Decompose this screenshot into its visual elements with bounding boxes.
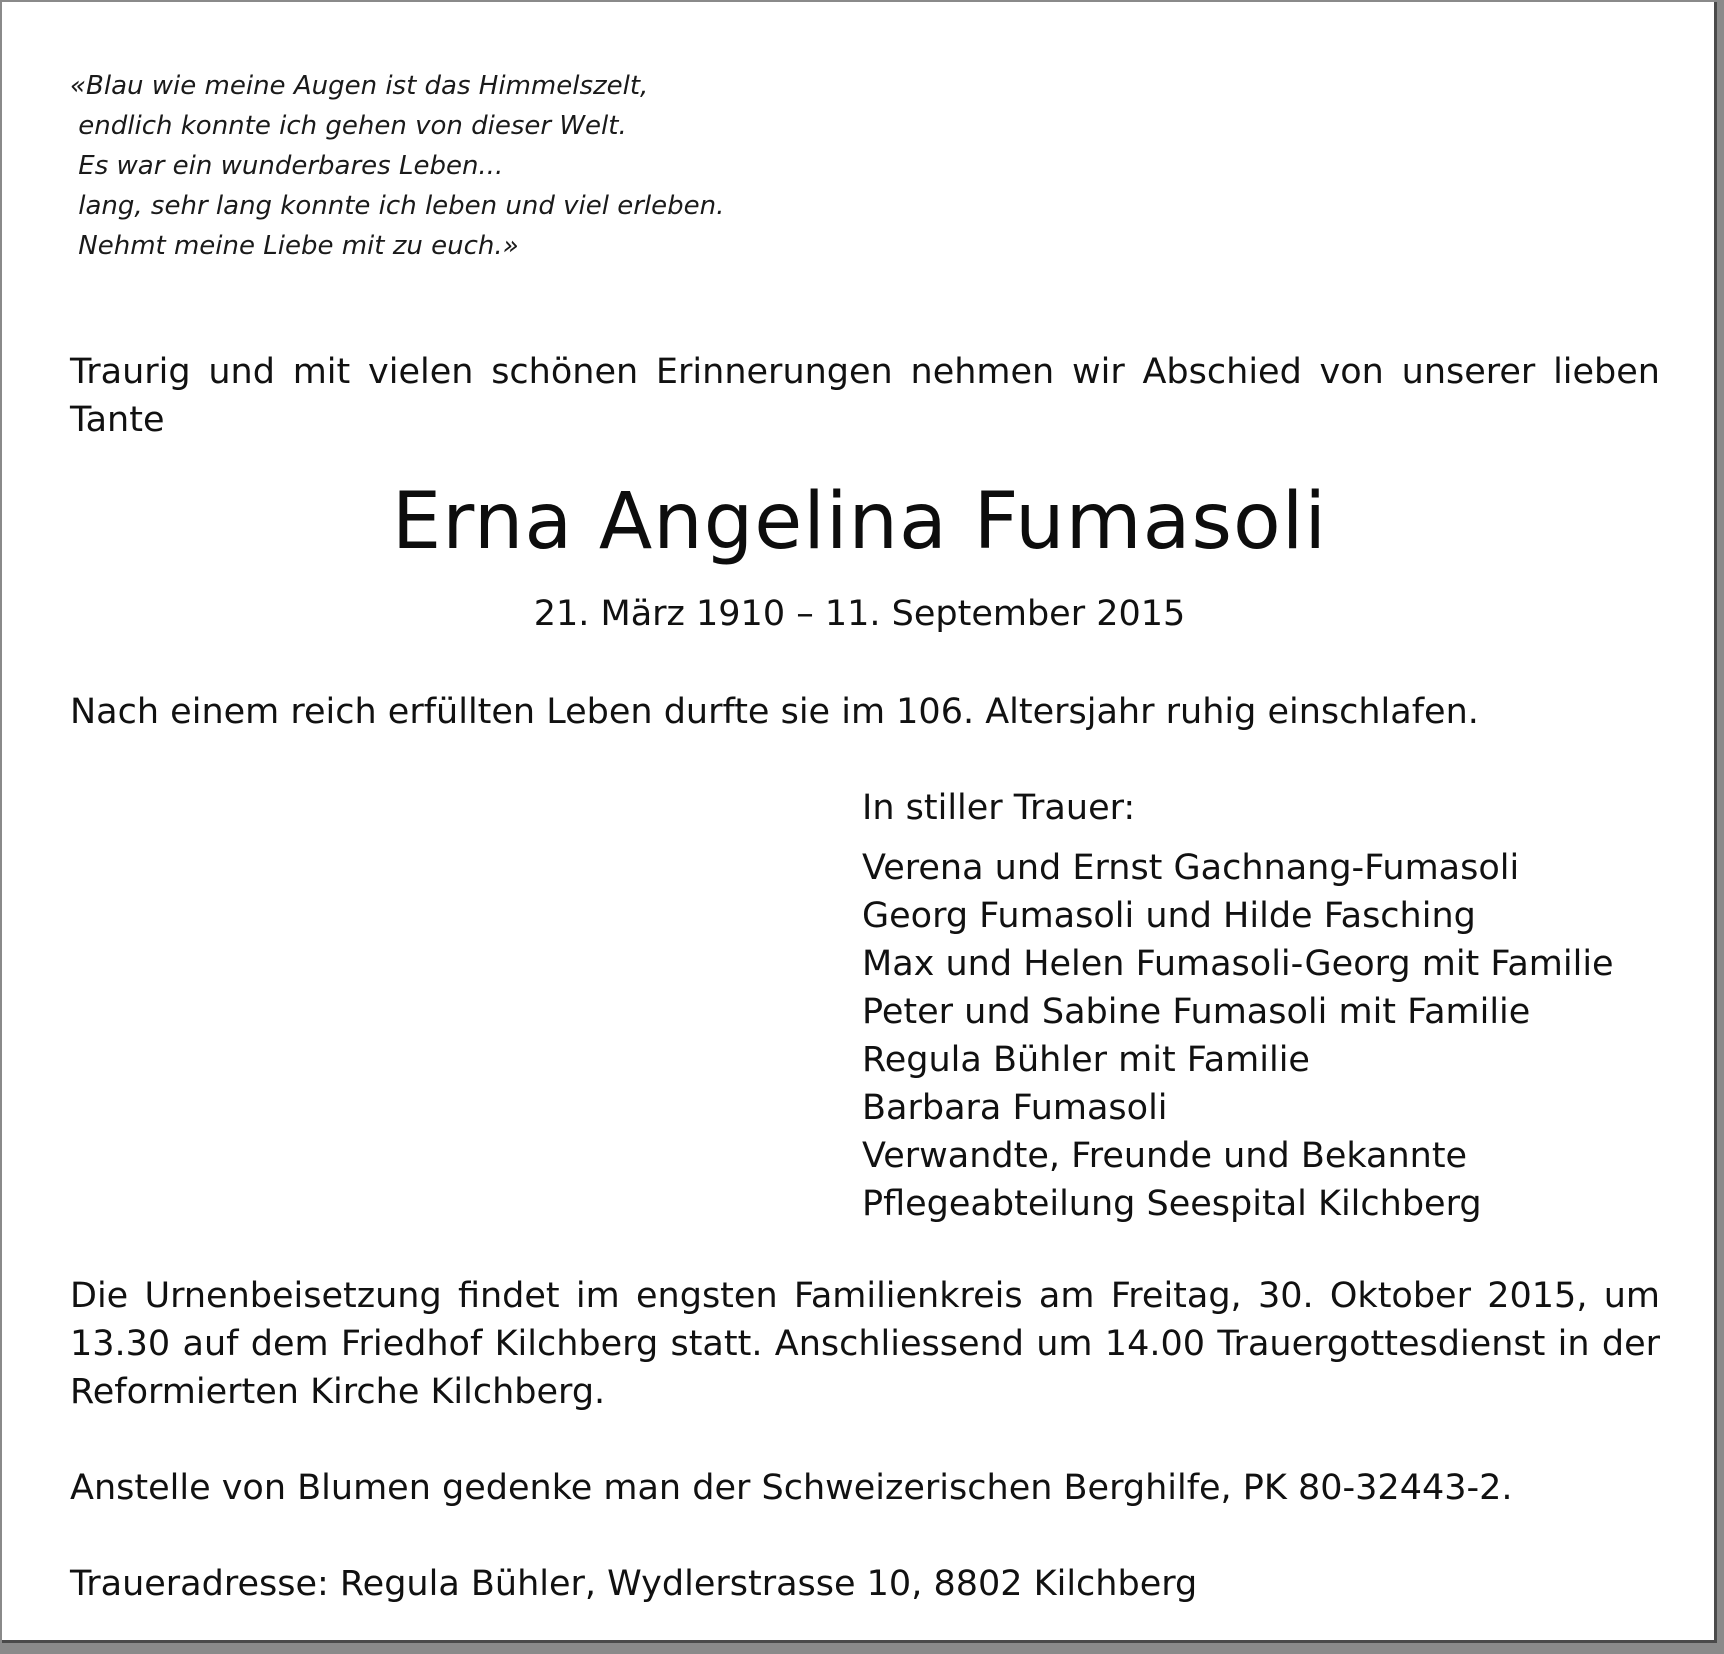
donation-notice: Anstelle von Blumen gedenke man der Schweizerischen Berghilfe, PK 80-32443-2. — [70, 1468, 1513, 1508]
poem-line: «Blau wie meine Augen ist das Himmelszelt, — [70, 71, 649, 101]
life-dates: 21. März 1910 – 11. September 2015 — [533, 594, 1186, 634]
mourner-entry: Peter und Sabine Fumasoli mit Familie — [862, 992, 1531, 1032]
mourner-entry: Barbara Fumasoli — [862, 1088, 1168, 1128]
burial-notice: Die Urnenbeisetzung findet im engsten Familienkreis am Freitag, 30. Oktober 2015, um 13.30 auf dem Friedhof Kilchberg statt. Anschliessend um 14.00 Trauergottesdienst in der Reformierten Kirche Kilchberg. — [70, 1276, 1660, 1412]
obituary-notice — [2, 2, 1717, 1643]
mourning-address: Traueradresse: Regula Bühler, Wydlerstrasse 10, 8802 Kilchberg — [70, 1564, 1198, 1604]
mourners-list — [862, 844, 1614, 1228]
mourner-entry: Regula Bühler mit Familie — [862, 1040, 1310, 1080]
intro-text: Traurig und mit vielen schönen Erinnerungen nehmen wir Abschied von unserer lieben Tante — [70, 352, 1660, 440]
mourner-entry: Verena und Ernst Gachnang-Fumasoli — [862, 848, 1520, 888]
life-statement: Nach einem reich erfüllten Leben durfte sie im 106. Altersjahr ruhig einschlafen. — [70, 692, 1479, 732]
poem-quote — [70, 66, 724, 266]
poem-line: lang, sehr lang konnte ich leben und viel erleben. — [70, 191, 725, 221]
poem-line: Nehmt meine Liebe mit zu euch.» — [70, 231, 519, 261]
poem-line: endlich konnte ich gehen von dieser Welt. — [70, 111, 627, 141]
mourner-entry: Max und Helen Fumasoli-Georg mit Familie — [862, 944, 1614, 984]
mourner-entry: Pflegeabteilung Seespital Kilchberg — [862, 1184, 1482, 1224]
poem-line: Es war ein wunderbares Leben... — [70, 151, 504, 181]
mourning-heading: In stiller Trauer: — [862, 788, 1136, 828]
mourner-entry: Georg Fumasoli und Hilde Fasching — [862, 896, 1476, 936]
mourner-entry: Verwandte, Freunde und Bekannte — [862, 1136, 1468, 1176]
deceased-name: Erna Angelina Fumasoli — [391, 477, 1328, 567]
